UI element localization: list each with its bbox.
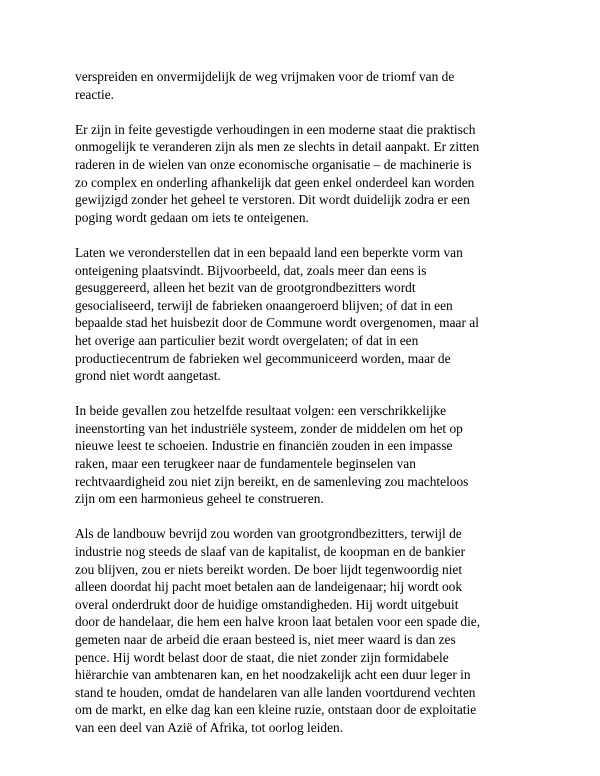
text-line: rechtvaardigheid zou niet zijn bereikt, en de samenleving zou machteloos: [75, 473, 469, 489]
text-line: zo complex en onderling afhankelijk dat geen enkel onderdeel kan worden: [75, 174, 475, 190]
paragraph-5: [75, 525, 533, 736]
text-line: onteigening plaatsvindt. Bijvoorbeeld, dat, zoals meer dan eens is: [75, 262, 427, 278]
text-line: poging wordt gedaan om iets te onteigenen.: [75, 209, 309, 225]
text-line: bepaalde stad het huisbezit door de Commune wordt overgenomen, maar al: [75, 315, 479, 331]
text-line: hiërarchie van ambtenaren kan, en het noodzakelijk acht een duur leger in: [75, 667, 471, 683]
text-line: grond niet wordt aangetast.: [75, 368, 221, 384]
text-line: nieuwe leest te schoeien. Industrie en financiën zouden in een impasse: [75, 438, 453, 454]
paragraph-2: [75, 121, 533, 227]
paragraph-4: [75, 402, 533, 508]
text-line: gesuggereerd, alleen het bezit van de grootgrondbezitters wordt: [75, 280, 416, 296]
text-line: alleen doordat hij pacht moet betalen aan de landeigenaar; hij wordt ook: [75, 579, 463, 595]
text-line: Laten we veronderstellen dat in een bepaald land een beperkte vorm van: [75, 244, 463, 260]
text-line: overal onderdrukt door de huidige omstandigheden. Hij wordt uitgebuit: [75, 596, 459, 612]
text-line: van een deel van Azië of Afrika, tot oorlog leiden.: [75, 719, 344, 735]
text-line: raken, maar een terugkeer naar de fundamentele beginselen van: [75, 456, 416, 472]
text-line: het overige aan particulier bezit wordt overgelaten; of dat in een: [75, 332, 419, 348]
text-line: onmogelijk te veranderen zijn als men ze slechts in detail aanpakt. Er zitten: [75, 139, 480, 155]
paragraph-3: [75, 244, 533, 385]
text-line: verspreiden en onvermijdelijk de weg vrijmaken voor de triomf van de: [75, 69, 455, 84]
text-line: om de markt, en elke dag kan een kleine ruzie, ontstaan door de exploitatie: [75, 702, 477, 718]
paragraph-1: [75, 68, 533, 103]
text-line: raderen in de wielen van onze economische organisatie – de machinerie is: [75, 156, 472, 172]
text-line: ineenstorting van het industriële systeem, zonder de middelen om het op: [75, 420, 463, 436]
text-line: zijn om een harmonieus geheel te construeren.: [75, 491, 324, 507]
text-line: pence. Hij wordt belast door de staat, die niet zonder zijn formidabele: [75, 649, 449, 665]
text-line: In beide gevallen zou hetzelfde resultaat volgen: een verschrikkelijke: [75, 403, 447, 419]
text-line: zou blijven, zou er niets bereikt worden. De boer lijdt tegenwoordig niet: [75, 561, 463, 577]
text-line: gewijzigd zonder het geheel te verstoren. Dit wordt duidelijk zodra er een: [75, 192, 470, 208]
text-line: gemeten naar de arbeid die eraan besteed is, niet meer waard is dan zes: [75, 632, 456, 647]
text-line: productiecentrum de fabrieken wel gecommuniceerd worden, maar de: [75, 350, 451, 366]
text-line: reactie.: [75, 86, 115, 102]
text-line: Als de landbouw bevrijd zou worden van grootgrondbezitters, terwijl de: [75, 526, 462, 542]
text-line: stand te houden, omdat de handelaren van alle landen voortdurend vechten: [75, 684, 476, 700]
text-line: Er zijn in feite gevestigde verhoudingen in een moderne staat die praktisch: [75, 121, 476, 137]
document-page: [75, 68, 533, 754]
text-line: gesocialiseerd, terwijl de fabrieken onaangeroerd blijven; of dat in een: [75, 297, 453, 313]
text-line: door de handelaar, die hem een halve kroon laat betalen voor een spade die,: [75, 614, 481, 630]
text-line: industrie nog steeds de slaaf van de kapitalist, de koopman en de bankier: [75, 544, 466, 560]
